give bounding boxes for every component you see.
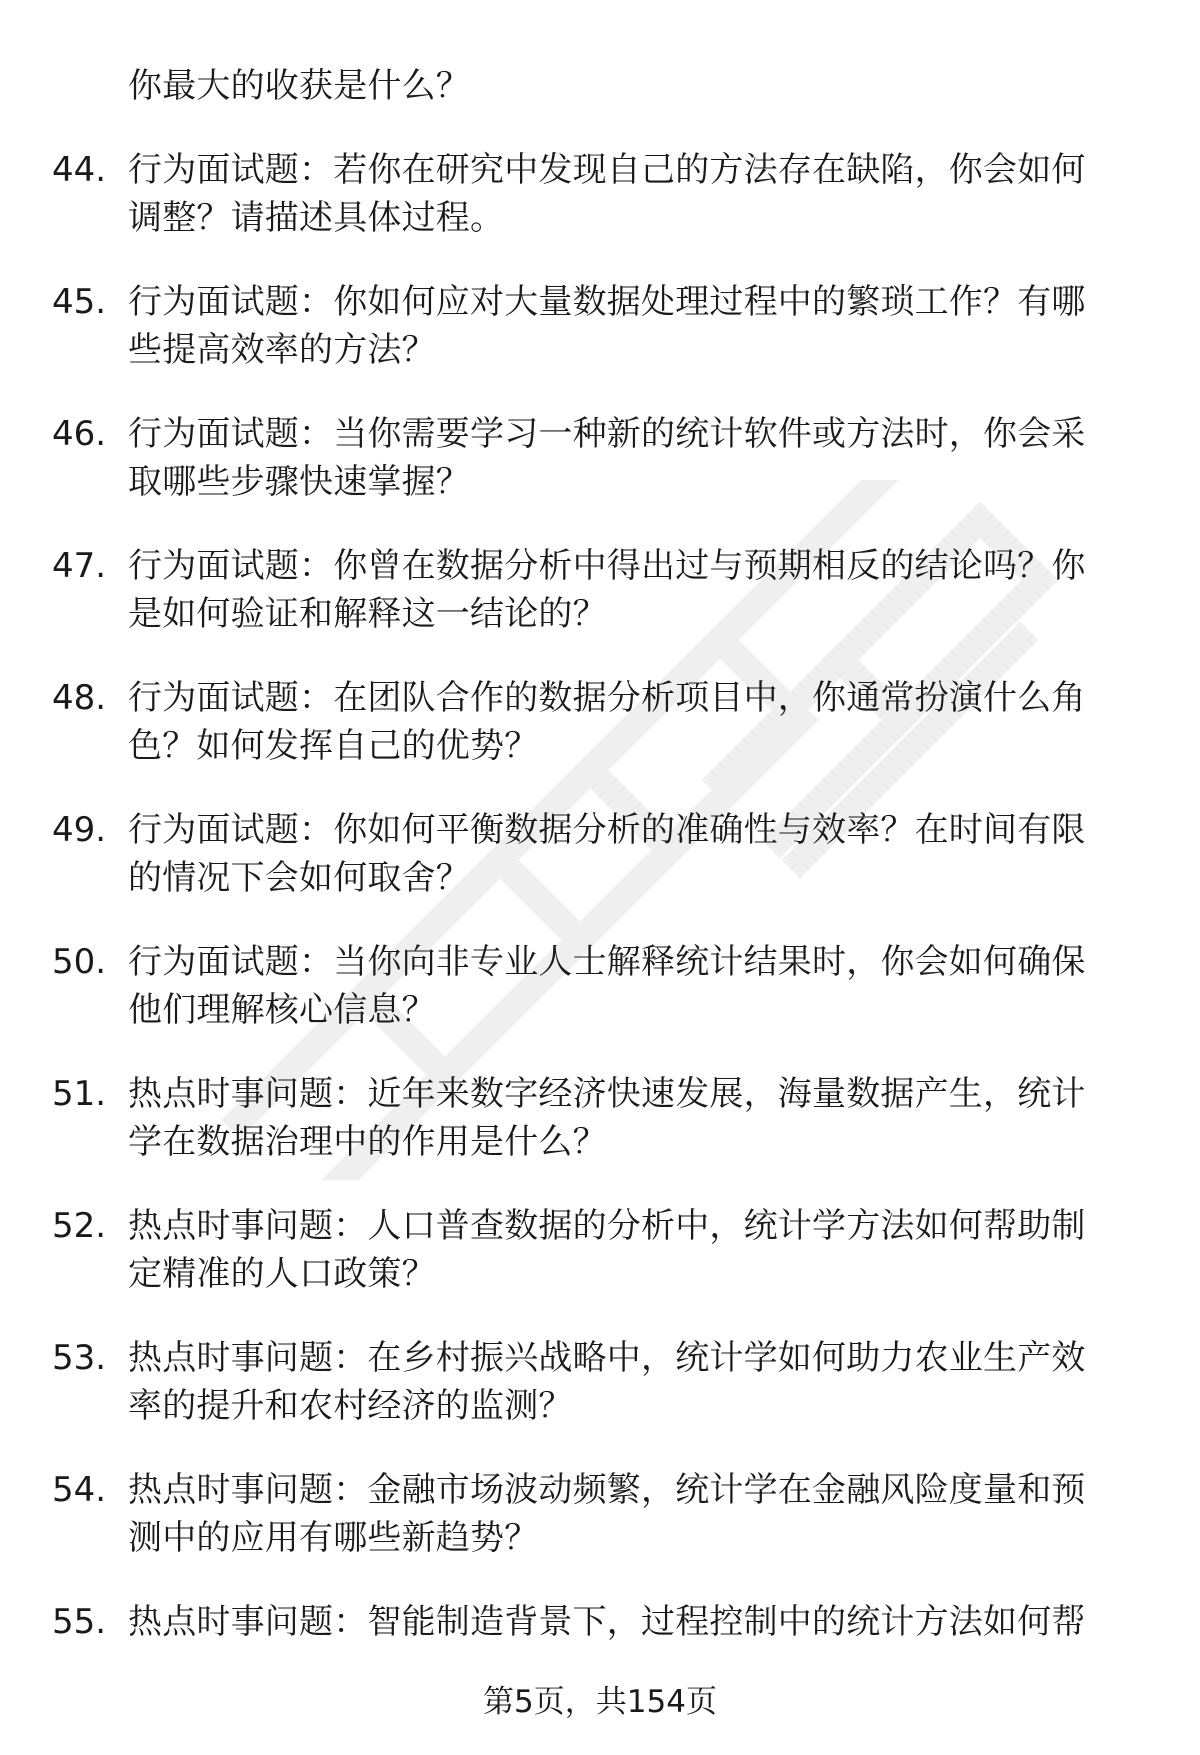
list-item xyxy=(52,1070,1142,1166)
item-text-line: 热点时事问题：金融市场波动频繁，统计学在金融风险度量和预 xyxy=(128,1470,1086,1510)
item-text-line: 热点时事问题：人口普查数据的分析中，统计学方法如何帮助制 xyxy=(128,1206,1086,1246)
item-text xyxy=(128,674,1142,770)
item-text-line: 行为面试题：你如何平衡数据分析的准确性与效率？在时间有限 xyxy=(128,810,1086,850)
list-item xyxy=(52,278,1142,374)
item-text-line: 学在数据治理中的作用是什么？ xyxy=(128,1122,607,1162)
item-text-line: 是如何验证和解释这一结论的？ xyxy=(128,594,607,634)
item-text xyxy=(128,542,1142,638)
item-number: 54. xyxy=(52,1470,107,1510)
list-item xyxy=(52,410,1142,506)
item-text xyxy=(128,938,1142,1034)
item-text-line: 的情况下会如何取舍？ xyxy=(128,858,470,898)
item-number: 47. xyxy=(52,546,107,586)
list-item xyxy=(52,938,1142,1034)
item-number: 55. xyxy=(52,1602,107,1642)
item-number: 50. xyxy=(52,942,107,982)
item-text-line: 行为面试题：你曾在数据分析中得出过与预期相反的结论吗？你 xyxy=(128,546,1086,586)
item-text xyxy=(128,278,1142,374)
item-text-line: 行为面试题：当你向非专业人士解释统计结果时，你会如何确保 xyxy=(128,942,1086,982)
item-text xyxy=(128,806,1142,902)
item-number: 51. xyxy=(52,1074,107,1114)
item-number: 48. xyxy=(52,678,107,718)
list-item xyxy=(52,146,1142,242)
items-container xyxy=(52,146,1142,1646)
item-text-line: 行为面试题：在团队合作的数据分析项目中，你通常扮演什么角 xyxy=(128,678,1086,718)
item-text-line: 定精准的人口政策？ xyxy=(128,1254,436,1294)
list-item xyxy=(52,1598,1142,1646)
item-text-line: 热点时事问题：智能制造背景下，过程控制中的统计方法如何帮 xyxy=(128,1602,1086,1642)
item-number: 44. xyxy=(52,150,107,190)
page-footer: 第5页，共154页 xyxy=(483,1684,717,1720)
item-text xyxy=(128,1334,1142,1430)
item-number: 45. xyxy=(52,282,107,322)
item-number: 52. xyxy=(52,1206,107,1246)
list-item xyxy=(52,806,1142,902)
item-text-line: 测中的应用有哪些新趋势？ xyxy=(128,1518,539,1558)
item-text-line: 些提高效率的方法？ xyxy=(128,330,436,370)
item-text xyxy=(128,146,1142,242)
item-text xyxy=(128,1466,1142,1562)
list-item xyxy=(52,1466,1142,1562)
item-text-line: 他们理解核心信息？ xyxy=(128,990,436,1030)
item-text-line: 热点时事问题：在乡村振兴战略中，统计学如何助力农业生产效 xyxy=(128,1338,1086,1378)
item-number: 53. xyxy=(52,1338,107,1378)
item-number: 46. xyxy=(52,414,107,454)
list-item xyxy=(52,1202,1142,1298)
question-list xyxy=(52,62,1142,1646)
item-text-line: 行为面试题：若你在研究中发现自己的方法存在缺陷，你会如何 xyxy=(128,150,1086,190)
item-text xyxy=(128,1202,1142,1298)
item-number: 49. xyxy=(52,810,107,850)
list-item xyxy=(52,674,1142,770)
item-text xyxy=(128,1070,1142,1166)
continued-line: 你最大的收获是什么？ xyxy=(128,66,470,106)
item-text-line: 热点时事问题：近年来数字经济快速发展，海量数据产生，统计 xyxy=(128,1074,1086,1114)
item-text-line: 率的提升和农村经济的监测？ xyxy=(128,1386,573,1426)
item-text xyxy=(128,1598,1142,1646)
item-text-line: 行为面试题：当你需要学习一种新的统计软件或方法时，你会采 xyxy=(128,414,1086,454)
list-item xyxy=(52,542,1142,638)
item-text-line: 色？如何发挥自己的优势？ xyxy=(128,726,539,766)
item-text-line: 调整？请描述具体过程。 xyxy=(128,198,505,238)
item-text-line: 行为面试题：你如何应对大量数据处理过程中的繁琐工作？有哪 xyxy=(128,282,1086,322)
item-text-line: 取哪些步骤快速掌握？ xyxy=(128,462,470,502)
item-text xyxy=(128,410,1142,506)
list-item xyxy=(52,1334,1142,1430)
